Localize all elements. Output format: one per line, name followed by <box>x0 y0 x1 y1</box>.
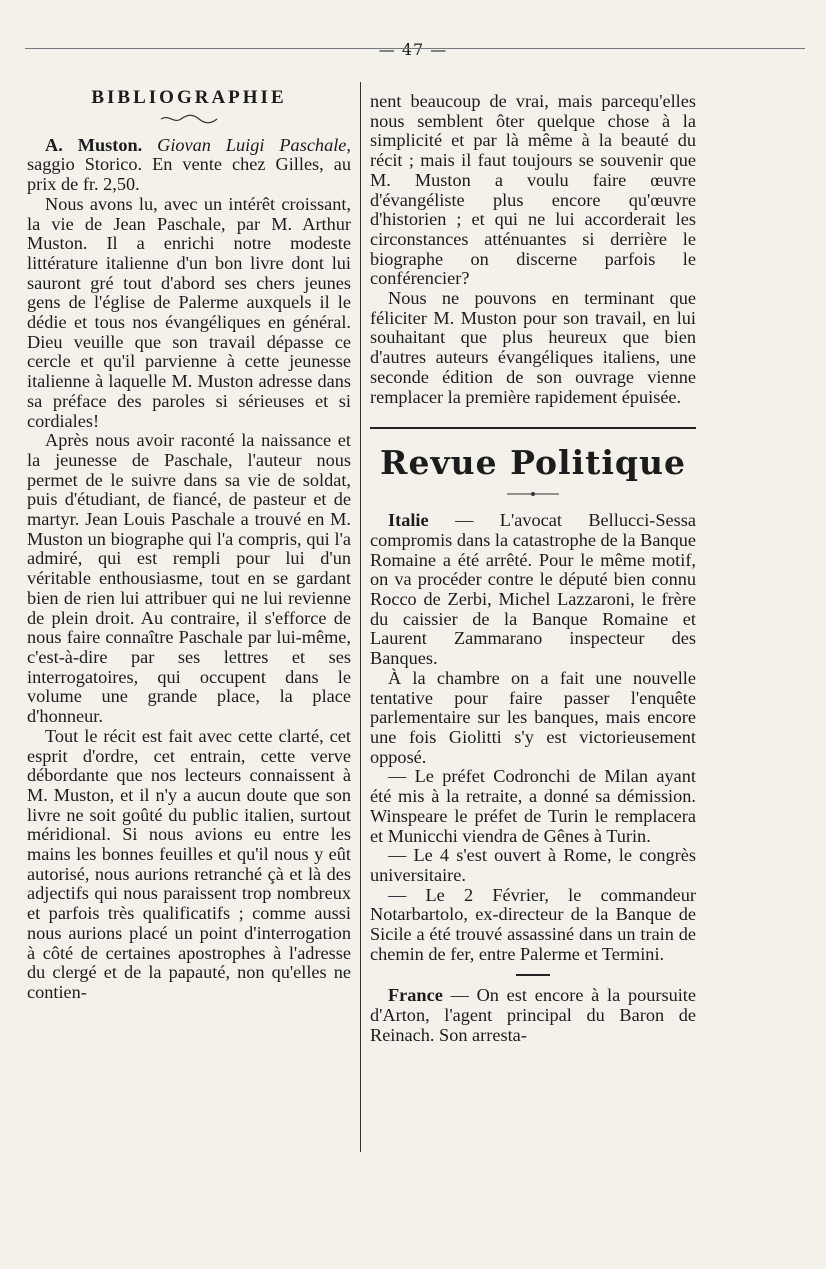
country-label-france: France <box>388 985 443 1006</box>
review-paragraph: Tout le récit est fait avec cette clarté, cet esprit d'ordre, cet entrain, cette verve débordante que nos lecteurs connaissent à M. Muston, et il n'y a aucun doute que son livre ne soit goûté du public italien, surtout méridional. Si nous avions eu entre les mains les bonnes feuilles et qu'il nous y eût autorisé, nous aurions retranché çà et là des adjectifs qui nous paraissent trop nombreux et parfois très qualificatifs ; comme aussi nous aurions placé un point d'interrogation à côté de certaines apostrophes à l'adresse du clergé et de la papauté, non qu'elles ne contien- <box>27 725 351 1002</box>
book-info: saggio Storico. En vente chez Gilles, au prix de fr. 2,50. <box>27 154 351 195</box>
review-paragraph: Nous avons lu, avec un intérêt croissant, la vie de Jean Paschale, par M. Arthur Muston. Il a enrichi notre modeste littérature italienne d'un bon livre dont lui sauront gré tout d'abord ses chers jeunes gens de l'église de Palerme auxquels il le dédie et tous nos évangéliques en général. Dieu veuille que son travail dépasse ce cercle et qu'il parvienne à cette jeunesse italienne à laquelle M. Muston adresse dans sa préface des paroles si sérieuses et si cordiales! <box>27 193 351 431</box>
title-divider <box>370 487 696 501</box>
italie-news-item: — Le 4 s'est ouvert à Rome, le congrès universitaire. <box>370 845 696 885</box>
review-paragraph: Après nous avoir raconté la naissance et la jeunesse de Paschale, l'auteur nous permet de le suivre dans sa vie de soldat, puis d'étudiant, de fiancé, de pasteur et de martyr. Jean Louis Paschale a trouvé en M. Muston un biographe qui l'a compris, qui l'a admiré, qui est rempli pour lui d'un véritable enthousiasme, tout en se gardant bien de rien lui attribuer qui ne lui revienne de plein droit. Au contraire, il s'efforce de nous faire connaître Paschale par lui-même, c'est-à-dire par ses lettres et ses interrogatoires, qui occupent dans le volume une grande place, la place d'honneur. <box>27 430 351 727</box>
flourish-ornament <box>27 114 351 128</box>
italie-news-item: — Le 2 Février, le commandeur Notarbartolo, ex-directeur de la Banque de Sicile a été trouvé assassiné dans un train de chemin de fer, entre Palerme et Termini. <box>370 884 696 964</box>
france-text: — On est encore à la poursuite d'Arton, l'agent principal du Baron de Reinach. Son arresta- <box>370 985 696 1045</box>
review-continuation: nent beaucoup de vrai, mais parcequ'elles nous semblent ôter quelque chose à la simplicité et par là même à la beauté du récit ; mais il faut toujours se souvenir que M. Muston a voulu faire œuvre d'évangéliste plus encore qu'œuvre d'historien ; et qui ne lui accorderait les circonstances atténuantes si derrière le biographe on discerne parfois le conférencier? <box>370 91 696 289</box>
page-number: — 47 — <box>378 40 448 59</box>
review-closing: Nous ne pouvons en terminant que féliciter M. Muston pour son travail, en lui souhaitant que plus heureux que bien d'autres auteurs évangéliques italiens, une seconde édition de son ouvrage vienne remplacer la première rapidement épuisée. <box>370 288 696 407</box>
italie-news-item <box>370 511 696 669</box>
section-rule <box>370 427 696 429</box>
column-divider <box>360 82 361 1152</box>
italie-text: — L'avocat Bellucci-Sessa compromis dans la catastrophe de la Banque Romaine a été arrêté. Pour le même motif, on va procéder contre le député bien connu Rocco de Zerbi, Michel Lazzaroni, le frère du caissier de la Banque Romaine et Laurent Zammarano inspecteur des Banques. <box>370 510 696 669</box>
revue-politique-title: Revue Politique <box>380 443 686 483</box>
right-column <box>370 92 696 1046</box>
italie-news-item: — Le préfet Codronchi de Milan ayant été mis à la retraite, a donné sa démission. Winspeare le préfet de Turin le remplacera et Municchi viendra de Gênes à Turin. <box>370 766 696 846</box>
header-rule <box>25 48 805 49</box>
book-author: A. Muston. <box>45 134 143 155</box>
france-news-item <box>370 986 696 1045</box>
country-label-italie: Italie <box>388 510 429 531</box>
section-dash <box>516 974 550 976</box>
bibliography-title: BIBLIOGRAPHIE <box>91 87 287 108</box>
book-title: Giovan Luigi Paschale, <box>157 134 351 155</box>
italie-news-item: À la chambre on a fait une nouvelle tentative pour faire passer l'enquête parlementaire sur les banques, mais encore une fois Giolitti s'y est victorieusement opposé. <box>370 667 696 767</box>
left-column <box>27 88 351 1003</box>
flourish-icon <box>159 114 219 124</box>
book-citation <box>27 136 351 195</box>
divider-ornament-icon <box>503 490 563 498</box>
